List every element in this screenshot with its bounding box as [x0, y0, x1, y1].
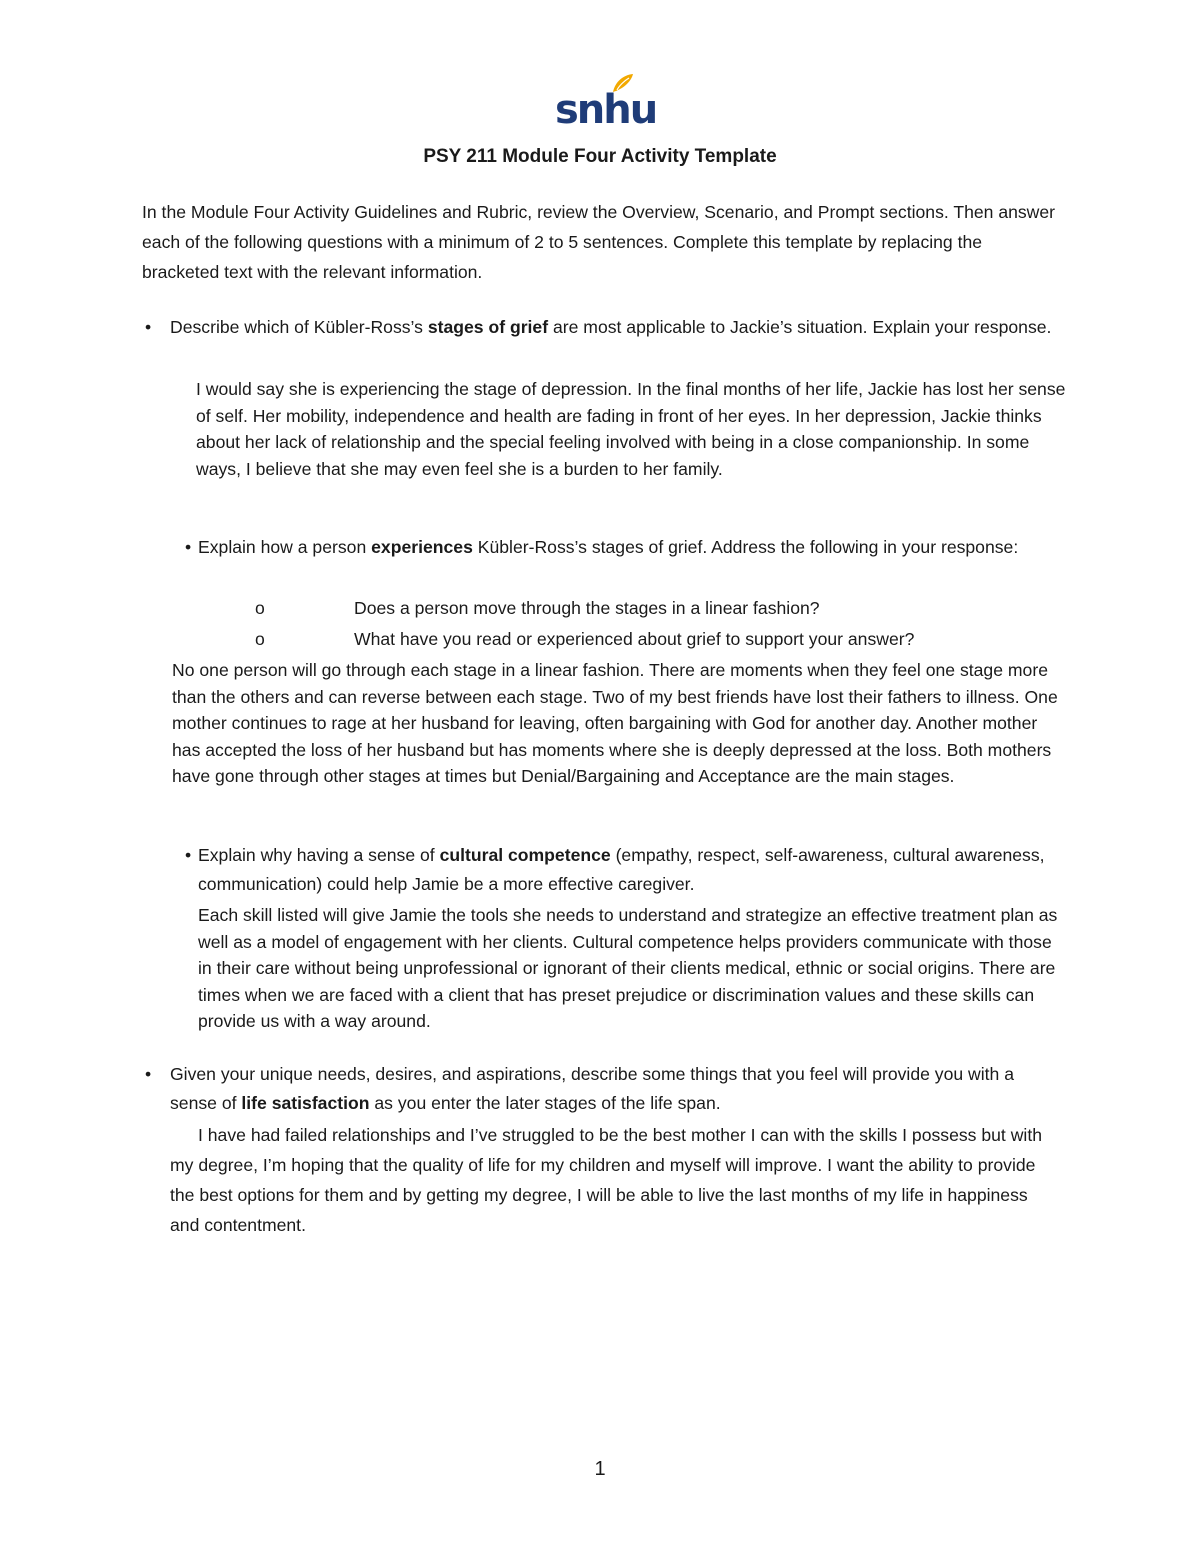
- question-3-pre: Explain why having a sense of: [198, 845, 440, 865]
- page-number: 1: [594, 1458, 606, 1480]
- question-1-post: are most applicable to Jackie’s situation. Explain your response.: [548, 317, 1052, 337]
- question-2-post: Kübler-Ross’s stages of grief. Address the following in your response:: [472, 537, 1019, 557]
- bullet-icon: •: [185, 845, 192, 865]
- snhu-logo: [555, 72, 657, 134]
- question-4-pre: Given your unique needs, desires, and aspirations, describe some things that you feel will provide you with a sense of: [170, 1064, 1014, 1113]
- intro-paragraph: In the Module Four Activity Guidelines and Rubric, review the Overview, Scenario, and Prompt sections. Then answer each of the following questions with a minimum of 2 to 5 sentences. Complete this template by replacing the bracketed text with the relevant information.: [142, 202, 1056, 282]
- question-4-post: as you enter the later stages of the life span.: [369, 1093, 721, 1113]
- logo-text: snhu: [555, 87, 657, 133]
- sub-item-text: What have you read or experienced about grief to support your answer?: [354, 629, 915, 649]
- sub-item-marker: o: [255, 598, 265, 618]
- question-1-bold: stages of grief: [427, 317, 549, 337]
- bullet-icon: •: [145, 1064, 152, 1084]
- question-3: [185, 841, 1060, 899]
- sub-item-text: Does a person move through the stages in a linear fashion?: [354, 598, 820, 618]
- page-title: PSY 211 Module Four Activity Template: [423, 146, 777, 167]
- answer-1: I would say she is experiencing the stage of depression. In the final months of her life, Jackie has lost her sense of self. Her mobility, independence and health are fading in front of her eyes. In her depression, Jackie thinks about her lack of relationship and the special feeling involved with being in a close companionship. In some ways, I believe that she may even feel she is a burden to her family.: [196, 379, 1066, 479]
- question-2: [185, 533, 1060, 562]
- question-1: [145, 313, 1060, 342]
- question-3-post: (empathy, respect, self-awareness, cultural awareness, communication) could help Jamie be a more effective caregiver.: [198, 845, 1045, 894]
- answer-2: No one person will go through each stage in a linear fashion. There are moments when they feel one stage more than the others and can reverse between each stage. Two of my best friends have lost their fathers to illness. One mother continues to rage at her husband for leaving, often bargaining with God for another day. Another mother has accepted the loss of her husband but has moments where she is deeply depressed at the loss. Both mothers have gone through other stages at times but Denial/Bargaining and Acceptance are the main stages.: [172, 660, 1058, 786]
- bullet-icon: •: [185, 537, 192, 557]
- question-3-bold: cultural competence: [439, 845, 611, 865]
- question-2-bold: experiences: [371, 537, 473, 557]
- answer-3: Each skill listed will give Jamie the tools she needs to understand and strategize an effective treatment plan as well as a model of engagement with her clients. Cultural competence helps providers communicate with those in their care without being unprofessional or ignorant of their clients medical, ethnic or social origins. There are times when we are faced with a client that has preset prejudice or discrimination values and these skills can provide us with a way around.: [198, 905, 1058, 1031]
- question-2-pre: Explain how a person: [198, 537, 372, 557]
- sub-item-marker: o: [255, 629, 265, 649]
- question-4: [145, 1060, 1050, 1118]
- question-4-bold: life satisfaction: [241, 1093, 370, 1113]
- bullet-icon: •: [145, 317, 152, 337]
- answer-4: I have had failed relationships and I’ve struggled to be the best mother I can with the skills I possess but with my degree, I’m hoping that the quality of life for my children and myself will improve. I want the ability to provide the best options for them and by getting my degree, I will be able to live the last months of my life in happiness and contentment.: [170, 1125, 1042, 1235]
- question-1-pre: Describe which of Kübler-Ross’s: [170, 317, 428, 337]
